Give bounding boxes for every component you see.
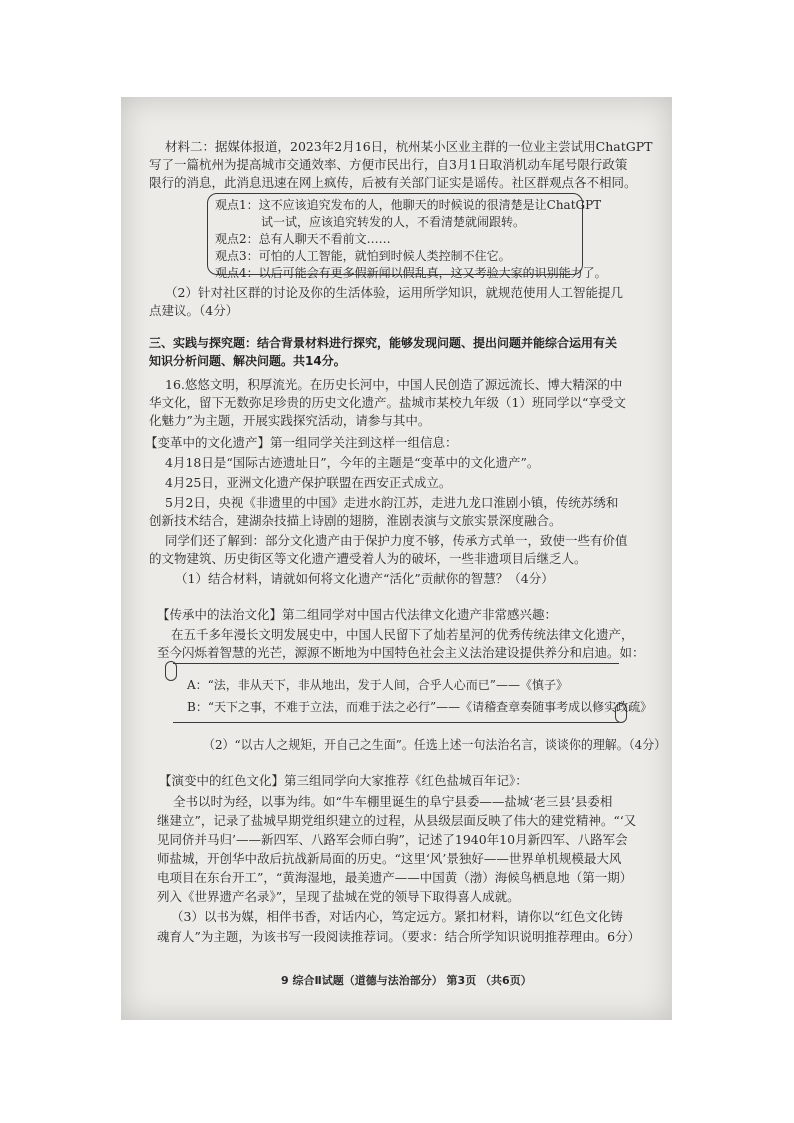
viewpoint-3: 观点3：可怕的人工智能，就怕到时候人类控制不住它。	[215, 249, 511, 263]
quote-a: A：“法，非从天下，非从地出，发于人间，合乎人心而已”——《慎子》	[187, 678, 568, 692]
q16-intro-1: 16.悠悠文明，积厚流光。在历史长河中，中国人民创造了源远流长、博大精深的中	[165, 377, 623, 392]
group1-line-2: 4月25日，亚洲文化遗产保护联盟在西安正式成立。	[165, 475, 452, 490]
group1-line-4: 创新技术结合，建湖杂技描上诗剧的翅膀，淮剧表演与文旅实景深度融合。	[149, 513, 562, 528]
material2-line-2: 写了一篇杭州为提高城市交通效率、方便市民出行，自3月1日取消机动车尾号限行政策	[149, 157, 628, 172]
exam-paper	[121, 97, 672, 1020]
group2-heading: 【传承中的法治文化】第二组同学对中国古代法律文化遗产非常感兴趣：	[157, 607, 558, 622]
material2-line-3: 限行的消息，此消息迅速在网上疯传，后被有关部门证实是谣传。社区群观点各不相同。	[149, 175, 637, 190]
group3-line-4: 师盐城，开创华中敌后抗战新局面的历史。“这里‘风’景独好——世界单机规模最大风	[157, 851, 622, 866]
viewpoint-1-cont: 试一试，应该追究转发的人，不看清楚就闹跟转。	[261, 215, 526, 229]
quote-b: B：“天下之事，不难于立法，而难于法之必行”——《请稽查章奏随事考成以修实政疏》	[187, 700, 653, 714]
q16-intro-3: 化魅力”为主题，开展实践探究活动，请参与其中。	[149, 413, 431, 428]
group2-question-2: （2）“以古人之规矩，开自己之生面”。任选上述一句法治名言，谈谈你的理解。（4分）	[203, 737, 667, 752]
material2-question-2-cont: 点建议。（4分）	[149, 303, 239, 318]
page-footer: 9 综合Ⅱ试题（道德与法治部分） 第3页 （共6页）	[281, 974, 532, 987]
group3-heading: 【演变中的红色文化】第三组同学向大家推荐《红色盐城百年记》：	[159, 773, 528, 788]
viewpoint-2: 观点2：总有人聊天不看前文……	[215, 232, 391, 246]
group2-line-2: 至今闪烁着智慧的光芒，源源不断地为中国特色社会主义法治建设提供养分和启迪。如：	[157, 645, 645, 660]
scroll-curl-left	[165, 661, 177, 681]
group1-line-3: 5月2日，央视《非遗里的中国》走进水韵江苏，走进九龙口淮剧小镇，传统苏绣和	[165, 495, 619, 510]
group1-line-6: 的文物建筑、历史街区等文化遗产遭受着人为的破坏，一些非遗项目后继乏人。	[149, 551, 587, 566]
group3-line-3: 见同侪并马归’——新四军、八路军会师白驹”，记述了1940年10月新四军、八路军会	[157, 832, 628, 847]
group1-heading: 【变革中的文化遗产】第一组同学关注到这样一组信息：	[145, 435, 458, 450]
group3-question-3: （3）以书为媒，相伴书香，对话内心，笃定远方。紧扣材料，请你以“红色文化铸	[171, 909, 623, 924]
group2-line-1: 在五千多年漫长文明发展史中，中国人民留下了灿若星河的优秀传统法律文化遗产，	[171, 627, 634, 642]
q16-intro-2: 华文化，留下无数弥足珍贵的历史文化遗产。盐城市某校九年级（1）班同学以“享受文	[149, 395, 626, 410]
group3-question-3-cont: 魂育人”为主题，为该书写一段阅读推荐词。（要求：结合所学知识说明推荐理由。6分）	[157, 929, 641, 944]
section3-title-2: 知识分析问题、解决问题。共14分。	[149, 354, 346, 368]
group3-line-1: 全书以时为经，以事为纬。如“牛车棚里诞生的阜宁县委——盐城‘老三县’县委相	[173, 794, 613, 809]
group1-question-1: （1）结合材料，请就如何将文化遗产“活化”贡献你的智慧？（4分）	[175, 571, 554, 586]
group3-line-2: 继建立”，记录了盐城早期党组织建立的过程，从县级层面反映了伟大的建党精神。“‘又	[157, 813, 637, 828]
group1-line-1: 4月18日是“国际古迹遗址日”，今年的主题是“变革中的文化遗产”。	[165, 455, 540, 470]
viewpoint-1: 观点1：这不应该追究发布的人，他聊天的时候说的很清楚是让ChatGPT	[215, 198, 602, 212]
viewpoint-4: 观点4：以后可能会有更多假新闻以假乱真，这又考验大家的识别能力了。	[215, 266, 607, 280]
material2-line-1: 材料二：据媒体报道，2023年2月16日，杭州某小区业主群的一位业主尝试用ChatGPT	[165, 139, 653, 154]
group1-line-5: 同学们还了解到：部分文化遗产由于保护力度不够，传承方式单一，致使一些有价值	[165, 533, 628, 548]
section3-title-1: 三、实践与探究题：结合背景材料进行探究，能够发现问题、提出问题并能综合运用有关	[149, 336, 618, 350]
material2-question-2: （2）针对社区群的讨论及你的生活体验，运用所学知识，就规范使用人工智能提几	[165, 285, 623, 300]
group3-line-5: 电项目在东台开工”，“黄海湿地，最美遗产——中国黄（渤）海候鸟栖息地（第一期）	[157, 870, 633, 885]
group3-line-6: 列入《世界遗产名录》”，呈现了盐城在党的领导下取得喜人成就。	[157, 889, 520, 904]
